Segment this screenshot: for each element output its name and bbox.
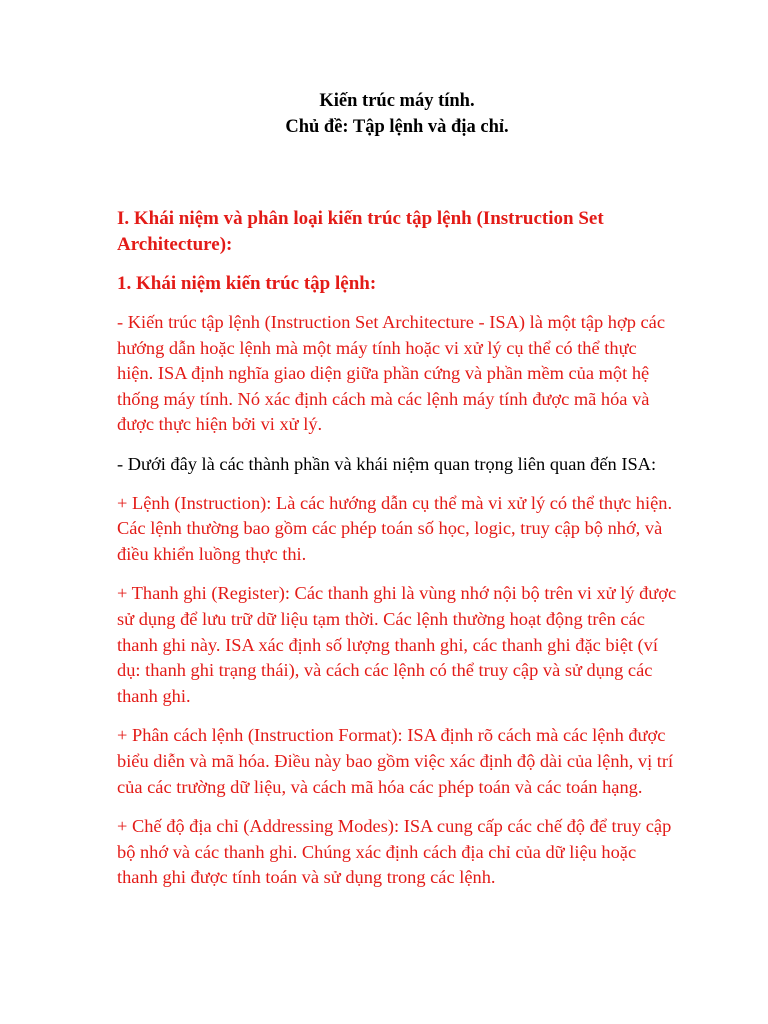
title-line-1: Kiến trúc máy tính. (319, 91, 475, 111)
title-line-2: Chủ đề: Tập lệnh và địa chỉ. (285, 117, 509, 137)
paragraph-addressing-modes: + Chế độ địa chỉ (Addressing Modes): ISA cung cấp các chế độ để truy cập bộ nhớ và các thanh ghi. Chúng xác định cách địa chỉ của dữ liệu hoặc thanh ghi được tính toán và sử dụng trong các lệnh. (117, 816, 672, 888)
paragraph-register: + Thanh ghi (Register): Các thanh ghi là vùng nhớ nội bộ trên vi xử lý được sử dụng để lưu trữ dữ liệu tạm thời. Các lệnh thường hoạt động trên các thanh ghi này. ISA xác định số lượng thanh ghi, các thanh ghi đặc biệt (ví dụ: thanh ghi trạng thái), và cách các lệnh có thể truy cập và sử dụng các thanh ghi. (117, 583, 677, 706)
section-heading: I. Khái niệm và phân loại kiến trúc tập lệnh (Instruction Set Architecture): (117, 208, 604, 255)
document-title (117, 88, 677, 140)
subsection-heading: 1. Khái niệm kiến trúc tập lệnh: (117, 273, 377, 294)
paragraph-instruction: + Lệnh (Instruction): Là các hướng dẫn cụ thể mà vi xử lý có thể thực hiện. Các lệnh thường bao gồm các phép toán số học, logic, truy cập bộ nhớ, và điều khiển luồng thực thi. (117, 492, 673, 564)
paragraph-isa-definition: - Kiến trúc tập lệnh (Instruction Set Architecture - ISA) là một tập hợp các hướng dẫn hoặc lệnh mà một máy tính hoặc vi xử lý cụ thể có thể thực hiện. ISA định nghĩa giao diện giữa phần cứng và phần mềm của một hệ thống máy tính. Nó xác định cách mà các lệnh máy tính được mã hóa và được thực hiện bởi vi xử lý. (117, 312, 665, 435)
paragraph-instruction-format: + Phân cách lệnh (Instruction Format): ISA định rõ cách mà các lệnh được biểu diễn và mã hóa. Điều này bao gồm việc xác định độ dài của lệnh, vị trí của các trường dữ liệu, và cách mã hóa các phép toán và các toán hạng. (117, 725, 674, 797)
document-page (117, 88, 677, 891)
paragraph-isa-components-intro: - Dưới đây là các thành phần và khái niệm quan trọng liên quan đến ISA: (117, 453, 657, 474)
